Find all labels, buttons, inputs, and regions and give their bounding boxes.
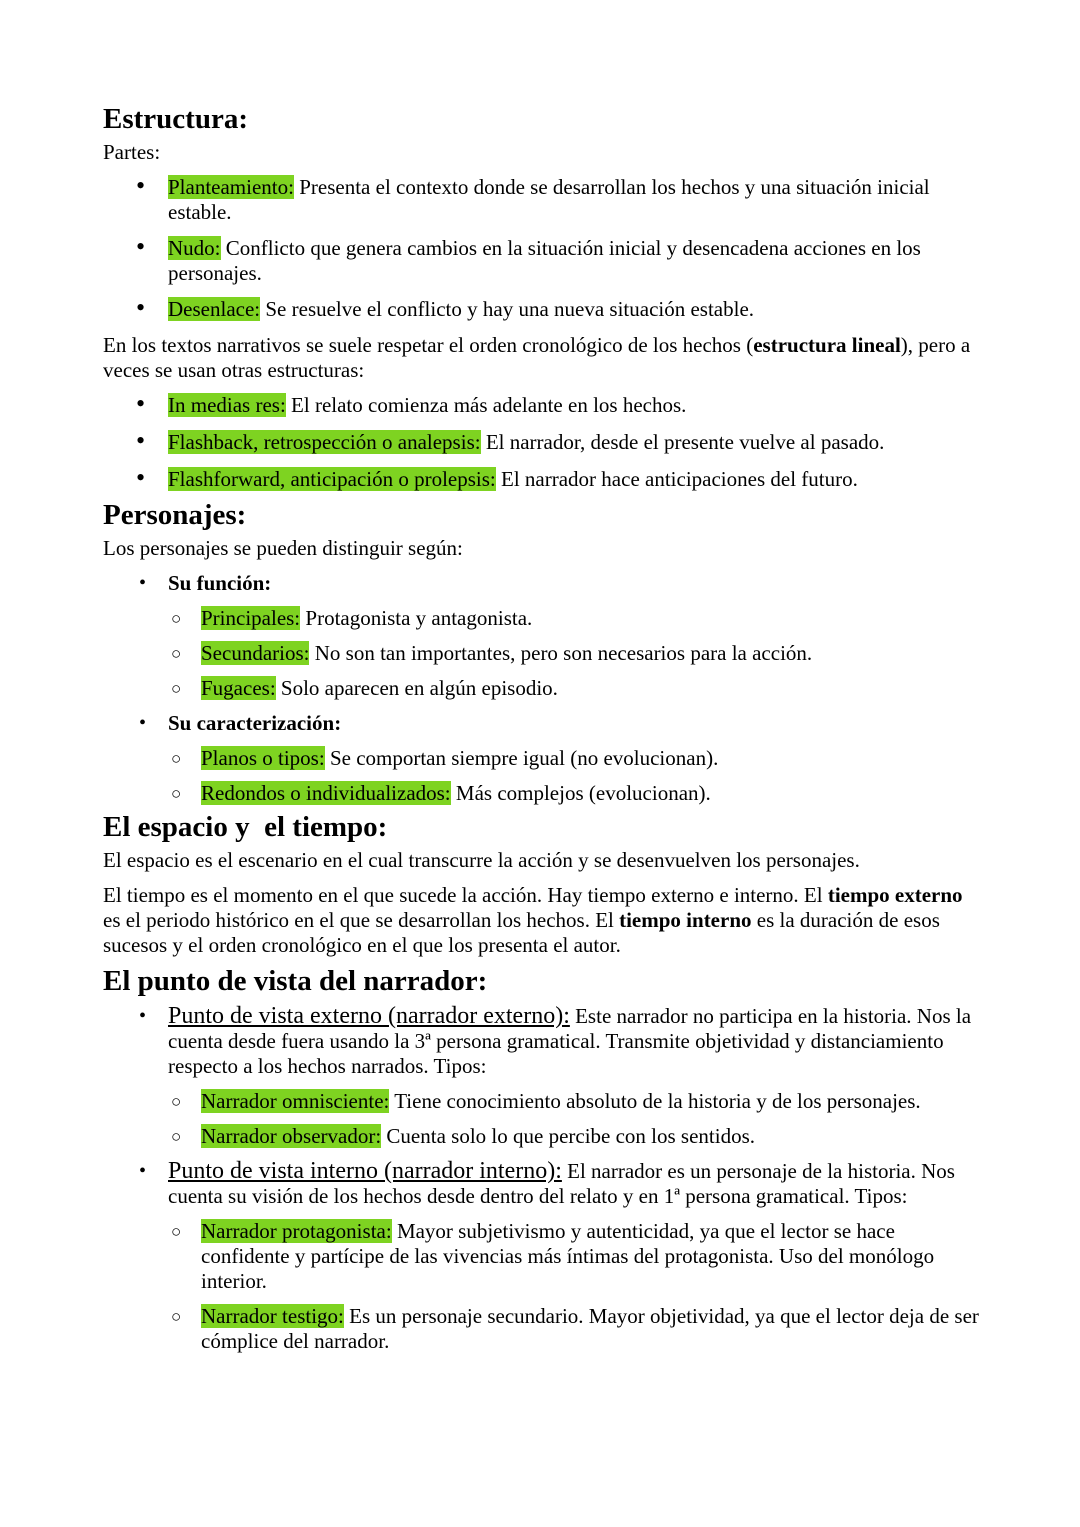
orden-bold: estructura lineal — [753, 333, 901, 357]
list-item — [103, 389, 983, 418]
tiempo-paragraph — [103, 883, 983, 958]
orden-paragraph — [103, 333, 983, 383]
circle-bullet-icon: ○ — [171, 1127, 182, 1146]
list-item — [168, 641, 983, 666]
list-item — [103, 711, 983, 806]
item-text: Solo aparecen en algún episodio. — [275, 676, 558, 700]
bullet-icon: • — [139, 712, 147, 734]
heading-narrador: El punto de vista del narrador: — [103, 965, 488, 997]
list-item — [168, 1124, 983, 1149]
tiempo-text-c: es el periodo histórico en el que se desarrollan los hechos. El — [103, 908, 620, 932]
caract-label: Su caracterización: — [168, 711, 342, 735]
circle-bullet-icon: ○ — [171, 679, 182, 698]
bullet-icon: • — [139, 1005, 147, 1027]
circle-bullet-icon: ○ — [171, 1307, 182, 1326]
funcion-list — [168, 606, 983, 701]
term-highlight: Narrador protagonista: — [201, 1219, 392, 1243]
circle-bullet-icon: ○ — [171, 749, 182, 768]
narrador-list — [103, 1004, 983, 1354]
item-text: Presenta el contexto donde se desarrollan los hechos y una situación inicial estable. — [168, 175, 930, 224]
term-highlight: Redondos o individualizados: — [201, 781, 451, 805]
term-highlight: Desenlace: — [168, 297, 261, 321]
interno-types-list — [168, 1219, 983, 1354]
orden-post: ), pero a veces se usan otras estructuras: — [103, 333, 971, 382]
item-text: Protagonista y antagonista. — [300, 606, 533, 630]
other-structures-list — [103, 389, 983, 492]
bullet-icon: • — [136, 171, 146, 200]
list-item — [168, 1219, 983, 1294]
item-text: Mayor subjetivismo y autenticidad, ya que el lector se hace confidente y partícipe de las vivencias más íntimas del protagonista. Uso del monólogo interior. — [201, 1219, 935, 1293]
bullet-icon: • — [136, 389, 146, 418]
item-text: El relato comienza más adelante en los hechos. — [285, 393, 687, 417]
item-text: Es un personaje secundario. Mayor objetividad, ya que el lector deja de ser cómplice del narrador. — [201, 1304, 979, 1353]
term-highlight: Flashforward, anticipación o prolepsis: — [168, 467, 496, 491]
list-item — [103, 1004, 983, 1149]
circle-bullet-icon: ○ — [171, 1092, 182, 1111]
list-item — [168, 606, 983, 631]
bullet-icon: • — [136, 463, 146, 492]
list-item — [103, 1159, 983, 1354]
espacio-paragraph: El espacio es el escenario en el cual transcurre la acción y se desenvuelven los personajes. — [103, 848, 860, 872]
circle-bullet-icon: ○ — [171, 1222, 182, 1241]
externo-types-list — [168, 1089, 983, 1149]
item-text: Cuenta solo lo que percibe con los sentidos. — [381, 1124, 756, 1148]
item-text: Más complejos (evolucionan). — [450, 781, 711, 805]
bullet-icon: • — [136, 293, 146, 322]
interno-heading: Punto de vista interno (narrador interno): — [168, 1158, 562, 1184]
item-text: Conflicto que genera cambios en la situación inicial y desencadena acciones en los personajes. — [168, 236, 921, 285]
circle-bullet-icon: ○ — [171, 644, 182, 663]
term-highlight: Fugaces: — [201, 676, 276, 700]
term-highlight: Narrador testigo: — [201, 1304, 344, 1328]
term-highlight: Principales: — [201, 606, 301, 630]
tiempo-text-a: El tiempo es el momento en el que sucede la acción. Hay tiempo externo e interno. El — [103, 883, 828, 907]
term-highlight: Flashback, retrospección o analepsis: — [168, 430, 481, 454]
circle-bullet-icon: ○ — [171, 609, 182, 628]
externo-text: Este narrador no participa en la historia. Nos la cuenta desde fuera usando la 3ª persona gramatical. Transmite objetividad y distanciamiento respecto a los hechos narrados. Tipos: — [168, 1004, 972, 1078]
item-text: Tiene conocimiento absoluto de la historia y de los personajes. — [389, 1089, 921, 1113]
partes-label: Partes: — [103, 140, 161, 164]
list-item — [168, 746, 983, 771]
item-text: El narrador, desde el presente vuelve al pasado. — [480, 430, 885, 454]
orden-pre: En los textos narrativos se suele respetar el orden cronológico de los hechos ( — [103, 333, 754, 357]
list-item — [168, 781, 983, 806]
term-highlight: Secundarios: — [201, 641, 310, 665]
personajes-intro: Los personajes se pueden distinguir según: — [103, 536, 463, 560]
heading-personajes: Personajes: — [103, 499, 247, 531]
item-text: No son tan importantes, pero son necesarios para la acción. — [309, 641, 813, 665]
list-item — [103, 171, 983, 225]
externo-heading: Punto de vista externo (narrador externo): — [168, 1003, 570, 1029]
bullet-icon: • — [136, 232, 146, 261]
funcion-label: Su función: — [168, 571, 272, 595]
heading-estructura: Estructura: — [103, 103, 248, 135]
list-item — [168, 1304, 983, 1354]
term-highlight: Planteamiento: — [168, 175, 294, 199]
list-item — [103, 571, 983, 701]
list-item — [103, 463, 983, 492]
item-text: Se resuelve el conflicto y hay una nueva situación estable. — [260, 297, 755, 321]
bullet-icon: • — [136, 426, 146, 455]
document-page — [103, 102, 983, 1354]
term-highlight: Nudo: — [168, 236, 221, 260]
list-item — [103, 293, 983, 322]
bullet-icon: • — [139, 1160, 147, 1182]
list-item — [168, 676, 983, 701]
caract-list — [168, 746, 983, 806]
heading-espacio-tiempo: El espacio y el tiempo: — [103, 811, 388, 843]
term-highlight: Narrador observador: — [201, 1124, 382, 1148]
interno-text: El narrador es un personaje de la historia. Nos cuenta su visión de los hechos desde dentro del relato y en 1ª persona gramatical. Tipos: — [168, 1159, 955, 1208]
tiempo-bold-externo: tiempo externo — [827, 883, 963, 907]
item-text: El narrador hace anticipaciones del futuro. — [495, 467, 858, 491]
personajes-list — [103, 571, 983, 806]
list-item — [168, 1089, 983, 1114]
item-text: Se comportan siempre igual (no evolucionan). — [324, 746, 719, 770]
tiempo-text-d: es la duración de esos sucesos y el orden cronológico en el que los presenta el autor. — [103, 908, 940, 957]
term-highlight: In medias res: — [168, 393, 286, 417]
tiempo-bold-interno: tiempo interno — [619, 908, 752, 932]
term-highlight: Planos o tipos: — [201, 746, 325, 770]
list-item — [103, 232, 983, 286]
term-highlight: Narrador omnisciente: — [201, 1089, 390, 1113]
circle-bullet-icon: ○ — [171, 784, 182, 803]
parts-list — [103, 171, 983, 322]
list-item — [103, 426, 983, 455]
bullet-icon: • — [139, 572, 147, 594]
